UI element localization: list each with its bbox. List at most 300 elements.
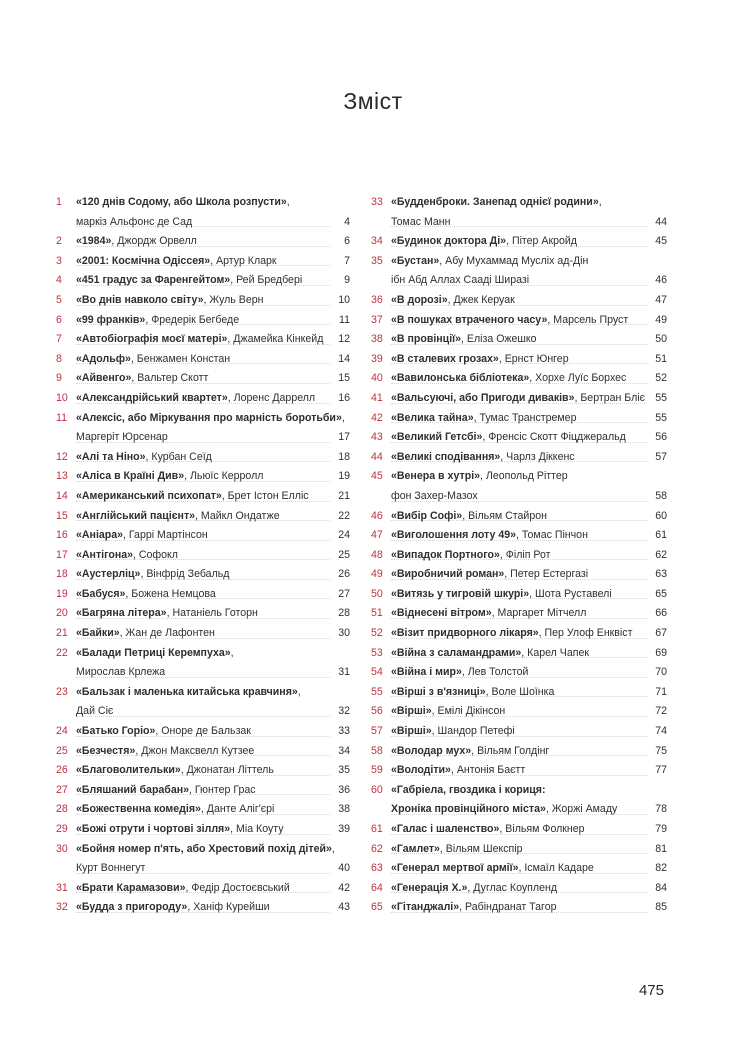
toc-entry-page: 61 [655, 529, 667, 542]
toc-entry-text: фон Захер-Мазох [391, 489, 478, 502]
toc-entry-text: «Будденброки. Занепад однієї родини», [391, 196, 602, 208]
toc-entry [56, 232, 350, 252]
toc-entry-text: «Автобіографія моєї матері», Джамейка Кінкейд [76, 333, 324, 346]
toc-entry-number: 61 [371, 823, 383, 835]
toc-entry-number: 19 [56, 587, 68, 600]
toc-entry-page: 62 [655, 548, 667, 561]
toc-entry-number: 65 [371, 901, 383, 914]
toc-entry-page: 38 [338, 803, 350, 816]
toc-entry-page: 4 [344, 215, 350, 228]
toc-entry [371, 859, 667, 879]
toc-entry-number: 47 [371, 529, 383, 542]
toc-entry [56, 448, 350, 468]
toc-entry-line [371, 428, 667, 448]
toc-entry-text: «Виробничий роман», Петер Естергазі [391, 568, 589, 581]
toc-entry-page: 9 [344, 274, 350, 287]
toc-entry-number: 43 [371, 431, 383, 444]
toc-entry-number: 24 [56, 725, 68, 738]
toc-entry-line [56, 702, 350, 722]
toc-entry-text: «Александрійський квартет», Лоренс Даррелл [76, 391, 316, 404]
toc-entry-line [371, 683, 667, 703]
toc-entry-line [371, 840, 667, 860]
toc-entry-number: 4 [56, 274, 62, 287]
toc-entry-page: 21 [338, 489, 350, 502]
toc-entry-line [56, 781, 350, 801]
toc-entry-page: 66 [655, 607, 667, 620]
toc-entry-line [371, 389, 667, 409]
toc-entry [56, 350, 350, 370]
toc-entry-text: «В сталевих грозах», Ернст Юнгер [391, 352, 569, 365]
toc-entry-text: «В дорозі», Джек Керуак [391, 293, 515, 306]
toc-entry-page: 26 [338, 568, 350, 581]
toc-entry-page: 18 [338, 450, 350, 463]
toc-entry-text: «Віднесені вітром», Маргарет Мітчелл [391, 607, 587, 620]
toc-entry-text: «Будинок доктора Ді», Пітер Акройд [391, 235, 577, 248]
toc-entry-line [371, 879, 667, 899]
toc-entry-number: 51 [371, 607, 383, 620]
toc-entry-line [56, 487, 350, 507]
toc-entry-line [56, 565, 350, 585]
toc-entry [371, 683, 667, 703]
toc-entry-line [56, 526, 350, 546]
toc-entry-page: 58 [655, 489, 667, 502]
toc-entry-line [56, 350, 350, 370]
toc-entry-line [56, 761, 350, 781]
toc-entry-number: 27 [56, 783, 68, 796]
toc-entry-page: 71 [655, 685, 667, 698]
toc-entry-text: Дай Сіє [76, 705, 114, 718]
toc-entry-page: 47 [655, 293, 667, 306]
toc-entry-page: 32 [338, 705, 350, 718]
toc-entry-line [56, 604, 350, 624]
toc-entry-line [371, 898, 667, 918]
toc-entry-line [56, 722, 350, 742]
toc-entry-line [371, 526, 667, 546]
toc-entry-number: 45 [371, 470, 383, 483]
toc-entry [371, 604, 667, 624]
toc-entry-line [371, 781, 667, 801]
toc-entry-text: «451 градус за Фаренгейтом», Рей Бредбері [76, 274, 303, 287]
toc-entry-text: «Вальсуючі, або Пригоди диваків», Бертран Бліє [391, 391, 646, 404]
toc-entry-line [371, 507, 667, 527]
toc-entry [56, 389, 350, 409]
toc-entry-text: «Адольф», Бенжамен Констан [76, 352, 231, 365]
toc-entry-text: «Божественна комедія», Данте Аліг'єрі [76, 803, 275, 816]
toc-entry-number: 11 [56, 411, 67, 424]
toc-entry [371, 448, 667, 468]
toc-entry-number: 52 [371, 627, 383, 640]
toc-entry-text: «Англійський пацієнт», Майкл Ондатже [76, 509, 280, 522]
toc-entry [56, 742, 350, 762]
toc-entry-number: 62 [371, 842, 383, 855]
toc-entry-number: 42 [371, 411, 383, 424]
toc-entry-page: 63 [655, 568, 667, 581]
toc-entry [371, 585, 667, 605]
toc-entry-number: 30 [56, 842, 68, 855]
toc-entry-text: Курт Воннегут [76, 862, 146, 875]
toc-entry-page: 77 [655, 764, 667, 777]
toc-entry-page: 16 [338, 391, 350, 404]
toc-entry-text: «Генерал мертвої армії», Ісмаїл Кадаре [391, 862, 594, 875]
toc-entry-page: 15 [338, 372, 350, 385]
toc-entry-line [56, 859, 350, 879]
toc-entry-number: 54 [371, 666, 383, 679]
toc-entry-line [56, 409, 350, 429]
toc-entry-line [56, 800, 350, 820]
toc-entry-number: 34 [371, 235, 383, 248]
toc-entry-text: Мирослав Крлежа [76, 666, 166, 679]
toc-entry [56, 252, 350, 272]
toc-entry-text: «Вірші», Шандор Петефі [391, 725, 515, 738]
toc-entry [371, 820, 667, 840]
toc-entry-text: «Айвенго», Вальтер Скотт [76, 372, 209, 385]
toc-entry-page: 44 [655, 215, 667, 228]
toc-entry-number: 41 [371, 391, 383, 404]
toc-entry [56, 800, 350, 820]
toc-entry [56, 585, 350, 605]
toc-entry-line [56, 389, 350, 409]
toc-entry-page: 55 [655, 411, 667, 424]
toc-entry-page: 11 [339, 313, 350, 326]
toc-entry-text: «2001: Космічна Одіссея», Артур Кларк [76, 254, 277, 267]
toc-column-left [56, 193, 350, 918]
toc-entry-text: «Вірші з в'язниці», Воле Шоїнка [391, 685, 555, 698]
toc-entry [371, 350, 667, 370]
toc-entry [56, 526, 350, 546]
toc-entry-page: 33 [338, 725, 350, 738]
toc-entry-line [371, 350, 667, 370]
toc-entry-text: «Алі та Ніно», Курбан Сеїд [76, 450, 212, 463]
toc-entry-page: 25 [338, 548, 350, 561]
toc-entry-text: Томас Манн [391, 215, 451, 228]
toc-entry-line [371, 409, 667, 429]
toc-entry-page: 39 [338, 823, 350, 835]
toc-entry [371, 546, 667, 566]
toc-entry [371, 526, 667, 546]
toc-entry-text: «Бальзак і маленька китайська кравчиня», [76, 685, 301, 698]
toc-entry-number: 39 [371, 352, 383, 365]
toc-entry-text: «Во днів навколо світу», Жуль Верн [76, 293, 264, 306]
toc-entry-number: 25 [56, 744, 68, 757]
toc-entry-line [56, 898, 350, 918]
toc-entry-number: 15 [56, 509, 68, 522]
toc-entry [56, 271, 350, 291]
toc-entry [371, 467, 667, 506]
toc-entry-line [371, 702, 667, 722]
toc-entry-text: «Брати Карамазови», Федір Достоєвський [76, 881, 290, 894]
toc-entry-number: 13 [56, 470, 68, 483]
toc-entry-number: 44 [371, 450, 383, 463]
toc-entry [56, 507, 350, 527]
toc-entry-page: 82 [655, 862, 667, 875]
toc-entry [371, 761, 667, 781]
toc-entry-line [371, 213, 667, 233]
toc-entry-number: 40 [371, 372, 383, 385]
toc-entry-page: 85 [655, 901, 667, 914]
toc-entry-number: 63 [371, 862, 383, 875]
toc-entry [56, 683, 350, 722]
toc-entry-number: 14 [56, 489, 68, 502]
toc-entry [56, 330, 350, 350]
toc-entry-page: 69 [655, 646, 667, 659]
toc-entry-number: 8 [56, 352, 62, 365]
toc-entry-text: «Війна і мир», Лев Толстой [391, 666, 529, 679]
toc-entry-page: 50 [655, 333, 667, 346]
toc-entry-text: «Аліса в Країні Див», Льюїс Керролл [76, 470, 264, 483]
toc-entry-line [56, 879, 350, 899]
toc-entry-page: 57 [655, 450, 667, 463]
toc-entry-text: «Божі отрути і чортові зілля», Міа Коуту [76, 823, 284, 835]
toc-entry-line [371, 624, 667, 644]
toc-entry-page: 28 [338, 607, 350, 620]
toc-entry-text: «Вибір Софі», Вільям Стайрон [391, 509, 547, 522]
toc-entry-line [371, 722, 667, 742]
toc-entry-text: «Габріела, гвоздика і кориця: [391, 783, 546, 796]
toc-entry [371, 428, 667, 448]
toc-entry-number: 20 [56, 607, 68, 620]
toc-entry-line [56, 448, 350, 468]
toc-entry-line [371, 663, 667, 683]
toc-entry [371, 840, 667, 860]
toc-entry-line [371, 232, 667, 252]
toc-entry-text: ібн Абд Аллах Сааді Ширазі [391, 274, 530, 287]
toc-entry-page: 30 [338, 627, 350, 640]
toc-entry-page: 31 [338, 666, 350, 679]
toc-entry-line [56, 271, 350, 291]
toc-entry-page: 84 [655, 881, 667, 894]
toc-entry [56, 409, 350, 448]
toc-entry-text: «Велика тайна», Тумас Транстремер [391, 411, 577, 424]
toc-entry-line [371, 800, 667, 820]
toc-entry [371, 389, 667, 409]
toc-entry-line [56, 467, 350, 487]
toc-entry [56, 624, 350, 644]
toc-entry-line [56, 742, 350, 762]
toc-entry-text: маркіз Альфонс де Сад [76, 215, 193, 228]
toc-entry-number: 64 [371, 881, 383, 894]
toc-entry-line [371, 467, 667, 487]
toc-entry [371, 232, 667, 252]
toc-entry-page: 52 [655, 372, 667, 385]
toc-entry [56, 565, 350, 585]
toc-entry-line [56, 683, 350, 703]
toc-entry-text: «Великі сподівання», Чарлз Діккенс [391, 450, 575, 463]
toc-entry-page: 10 [338, 293, 350, 306]
toc-entry [56, 761, 350, 781]
toc-entry-line [371, 820, 667, 840]
toc-entry-text: «Генерація Х.», Дуглас Коупленд [391, 881, 558, 894]
toc-entry-number: 37 [371, 313, 383, 326]
toc-entry [371, 252, 667, 291]
toc-entry-text: «Бляшаний барабан», Гюнтер Грас [76, 783, 256, 796]
toc-entry-page: 72 [655, 705, 667, 718]
toc-entry-line [371, 252, 667, 272]
toc-entry-page: 67 [655, 627, 667, 640]
toc-entry-text: «Гітанджалі», Рабіндранат Тагор [391, 901, 557, 914]
toc-entry-line [371, 761, 667, 781]
toc-entry-page: 24 [338, 529, 350, 542]
toc-entry-number: 29 [56, 823, 68, 835]
toc-entry-page: 60 [655, 509, 667, 522]
toc-entry-text: «Батько Горіо», Оноре де Бальзак [76, 725, 251, 738]
toc-entry-line [56, 311, 350, 331]
toc-entry-line [371, 742, 667, 762]
toc-entry-page: 22 [338, 509, 350, 522]
toc-entry-text: «В провінції», Еліза Ожешко [391, 333, 537, 346]
toc-entry-number: 53 [371, 646, 383, 659]
toc-entry-page: 19 [338, 470, 350, 483]
toc-entry [371, 369, 667, 389]
toc-entry [56, 898, 350, 918]
toc-entry [56, 291, 350, 311]
toc-entry-page: 56 [655, 431, 667, 444]
toc-entry-line [371, 546, 667, 566]
toc-entry-number: 55 [371, 685, 383, 698]
toc-entry-text: «Вірші», Емілі Дікінсон [391, 705, 506, 718]
toc-entry [56, 193, 350, 232]
toc-entry-line [56, 232, 350, 252]
toc-entry [371, 898, 667, 918]
toc-entry-text: «Безчестя», Джон Максвелл Кутзее [76, 744, 255, 757]
toc-entry-line [56, 193, 350, 213]
toc-entry-page: 42 [338, 881, 350, 894]
toc-entry-text: «Байки», Жан де Лафонтен [76, 627, 215, 640]
toc-entry-line [56, 330, 350, 350]
toc-entry-number: 36 [371, 293, 383, 306]
toc-entry-line [371, 565, 667, 585]
toc-entry-number: 60 [371, 783, 383, 796]
toc-entry-page: 17 [338, 431, 350, 444]
toc-entry-page: 40 [338, 862, 350, 875]
toc-entry-number: 49 [371, 568, 383, 581]
toc-entry [371, 781, 667, 820]
toc-entry-text: «99 франків», Фредерік Бегбеде [76, 313, 240, 326]
toc-entry-number: 50 [371, 587, 383, 600]
toc-entry [56, 722, 350, 742]
toc-entry-text: «Володіти», Антонія Баєтт [391, 764, 526, 777]
toc-entry-number: 35 [371, 254, 383, 267]
toc-entry-text: «Аніара», Гаррі Мартінсон [76, 529, 208, 542]
toc-entry-number: 9 [56, 372, 62, 385]
toc-entry-text: «1984», Джордж Орвелл [76, 235, 197, 248]
toc-entry [371, 663, 667, 683]
toc-entry [56, 840, 350, 879]
toc-entry-page: 7 [344, 254, 350, 267]
toc-entry [371, 409, 667, 429]
toc-entry-text: «Війна з саламандрами», Карел Чапек [391, 646, 590, 659]
toc-entry-page: 27 [338, 587, 350, 600]
toc-entry-page: 14 [338, 352, 350, 365]
toc-entry [56, 487, 350, 507]
toc-entry-text: Маргеріт Юрсенар [76, 431, 168, 444]
toc-entry-number: 46 [371, 509, 383, 522]
toc-entry-number: 10 [56, 391, 68, 404]
toc-entry [56, 311, 350, 331]
toc-entry-text: «Алексіс, або Міркування про марність боротьби», [76, 411, 345, 424]
toc-entry [371, 879, 667, 899]
toc-entry-page: 6 [344, 235, 350, 248]
toc-entry-text: «Бойня номер п'ять, або Хрестовий похід дітей», [76, 842, 335, 855]
toc-entry [371, 624, 667, 644]
toc-entry [371, 742, 667, 762]
toc-entry-text: «В пошуках втраченого часу», Марсель Пруст [391, 313, 629, 326]
toc-entry [56, 467, 350, 487]
toc-entry-number: 59 [371, 764, 383, 777]
toc-entry [371, 565, 667, 585]
toc-entry-page: 65 [655, 587, 667, 600]
toc-entry-line [371, 271, 667, 291]
toc-entry-text: Хроніка провінційного міста», Жоржі Амаду [391, 803, 618, 816]
toc-entry-number: 7 [56, 333, 62, 346]
toc-entry-text: «Будда з пригороду», Ханіф Курейши [76, 901, 270, 914]
toc-entry-number: 38 [371, 333, 383, 346]
toc-entry-text: «120 днів Содому, або Школа розпусти», [76, 196, 290, 208]
toc-entry-line [56, 428, 350, 448]
toc-entry-number: 23 [56, 685, 68, 698]
toc-entry [56, 604, 350, 624]
toc-entry-text: «Бабуся», Божена Немцова [76, 587, 216, 600]
toc-entry-line [371, 291, 667, 311]
toc-entry [371, 330, 667, 350]
toc-entry-number: 58 [371, 744, 383, 757]
toc-entry-page: 45 [655, 235, 667, 248]
toc-entry-line [371, 330, 667, 350]
toc-entry-page: 79 [655, 823, 667, 835]
toc-entry-number: 33 [371, 196, 383, 208]
toc-entry-text: «Балади Петриці Керемпуха», [76, 646, 234, 659]
toc-entry-line [371, 369, 667, 389]
toc-entry-number: 31 [56, 881, 68, 894]
toc-entry-page: 70 [655, 666, 667, 679]
toc-entry-line [56, 820, 350, 840]
toc-entry-page: 43 [338, 901, 350, 914]
toc-entry-line [56, 624, 350, 644]
toc-entry-line [371, 193, 667, 213]
toc-entry-text: «Американський психопат», Брет Істон Елліс [76, 489, 309, 502]
toc-entry [371, 722, 667, 742]
toc-entry-page: 78 [655, 803, 667, 816]
toc-entry-page: 35 [338, 764, 350, 777]
toc-entry-page: 34 [338, 744, 350, 757]
toc-entry-text: «Венера в хутрі», Леопольд Ріттер [391, 470, 568, 483]
toc-entry [56, 644, 350, 683]
toc-entry-line [371, 585, 667, 605]
toc-entry [56, 820, 350, 840]
toc-entry [56, 369, 350, 389]
toc-entry-page: 36 [338, 783, 350, 796]
toc-entry-line [56, 663, 350, 683]
toc-entry-number: 3 [56, 254, 62, 267]
toc-entry [371, 702, 667, 722]
toc-entry-text: «Володар мух», Вільям Голдінг [391, 744, 550, 757]
toc-entry-line [371, 644, 667, 664]
toc-entry-text: «Антігона», Софокл [76, 548, 178, 561]
toc-entry-number: 32 [56, 901, 68, 914]
toc-entry-line [371, 604, 667, 624]
toc-entry-line [56, 291, 350, 311]
toc-entry-line [56, 213, 350, 233]
toc-entry-line [371, 487, 667, 507]
toc-entry [56, 879, 350, 899]
toc-entry-number: 28 [56, 803, 68, 816]
toc-entry-number: 6 [56, 313, 62, 326]
toc-entry-text: «Багряна літера», Натаніель Готорн [76, 607, 258, 620]
toc-entry-page: 75 [655, 744, 667, 757]
toc-entry-number: 48 [371, 548, 383, 561]
toc-entry [371, 193, 667, 232]
toc-entry-line [56, 369, 350, 389]
toc-entry-text: «Випадок Портного», Філіп Рот [391, 548, 551, 561]
